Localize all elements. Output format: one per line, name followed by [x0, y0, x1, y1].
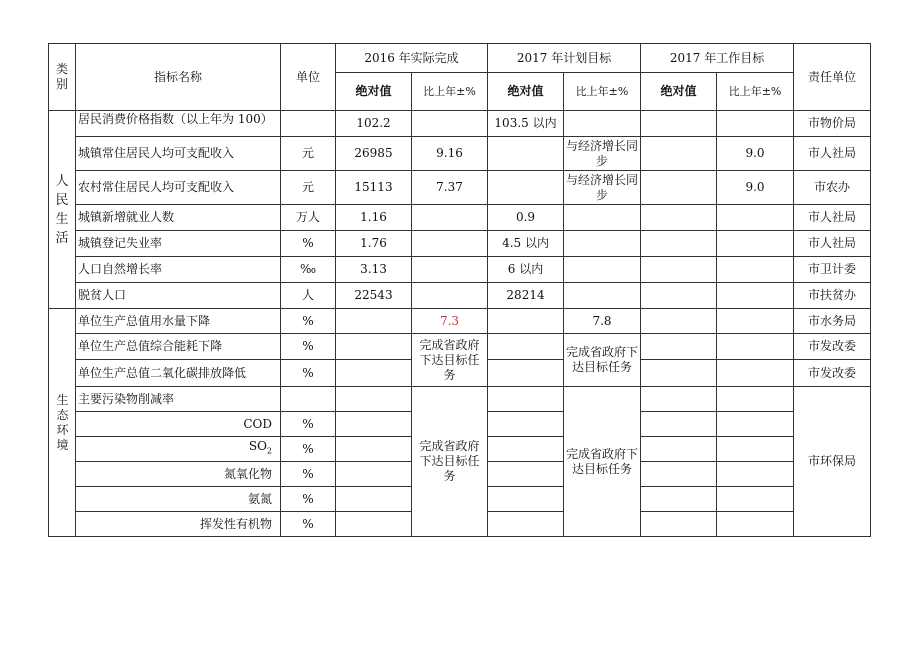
value-work: [641, 283, 717, 309]
indicator-name: 主要污染物削减率: [76, 387, 281, 412]
indicator-unit: ‰: [281, 257, 336, 283]
yoy-work: 9.0: [717, 137, 794, 171]
value-plan: 103.5 以内: [488, 111, 564, 137]
indicator-name: 单位生产总值二氧化碳排放降低: [76, 360, 281, 387]
value-plan: [488, 171, 564, 205]
indicator-unit: %: [281, 512, 336, 537]
indicator-unit: %: [281, 412, 336, 437]
indicator-unit: %: [281, 462, 336, 487]
yoy-plan: [564, 111, 641, 137]
header-2017-plan: 2017 年计划目标: [488, 44, 641, 73]
yoy-work: [717, 462, 794, 487]
yoy-plan: [564, 231, 641, 257]
header-absolute-plan: 绝对值: [488, 73, 564, 111]
header-absolute-work: 绝对值: [641, 73, 717, 111]
value-2016: [336, 437, 412, 462]
indicator-unit: %: [281, 487, 336, 512]
yoy-work: [717, 257, 794, 283]
yoy-work: [717, 487, 794, 512]
yoy-work: [717, 205, 794, 231]
yoy-work: [717, 334, 794, 360]
header-responsible: 责任单位: [794, 44, 871, 111]
pollutant-name: 氨氮: [76, 487, 281, 512]
yoy-work: [717, 309, 794, 334]
province-target-plan: 完成省政府下达目标任务: [564, 334, 641, 387]
header-2017-work: 2017 年工作目标: [641, 44, 794, 73]
yoy-plan: [564, 257, 641, 283]
value-2016: 26985: [336, 137, 412, 171]
value-plan: [488, 462, 564, 487]
header-indicator: 指标名称: [76, 44, 281, 111]
yoy-work: [717, 111, 794, 137]
value-plan: [488, 309, 564, 334]
indicator-unit: [281, 111, 336, 137]
pollutant-name: $SO_2$: [76, 437, 281, 462]
pollutant-responsible-unit: 市环保局: [794, 387, 871, 537]
indicator-unit: %: [281, 437, 336, 462]
value-2016: [336, 334, 412, 360]
header-category: 类别: [49, 44, 76, 111]
value-2016: [336, 512, 412, 537]
yoy-2016: [412, 111, 488, 137]
indicator-name: 单位生产总值用水量下降: [76, 309, 281, 334]
value-2016: [336, 360, 412, 387]
value-plan: 4.5 以内: [488, 231, 564, 257]
indicator-name: 城镇常住居民人均可支配收入: [76, 137, 281, 171]
header-yoy-plan: 比上年±%: [564, 73, 641, 111]
indicator-name: 城镇新增就业人数: [76, 205, 281, 231]
value-plan: 28214: [488, 283, 564, 309]
value-plan: [488, 487, 564, 512]
yoy-work: [717, 437, 794, 462]
value-2016: 15113: [336, 171, 412, 205]
yoy-work: 9.0: [717, 171, 794, 205]
value-work: [641, 205, 717, 231]
value-plan: [488, 334, 564, 360]
yoy-work: [717, 387, 794, 412]
responsible-unit: 市物价局: [794, 111, 871, 137]
value-2016: [336, 462, 412, 487]
value-plan: [488, 437, 564, 462]
value-work: [641, 512, 717, 537]
value-plan: [488, 512, 564, 537]
yoy-work: [717, 283, 794, 309]
value-work: [641, 387, 717, 412]
header-absolute-2016: 绝对值: [336, 73, 412, 111]
indicator-unit: %: [281, 309, 336, 334]
value-work: [641, 462, 717, 487]
header-yoy-2016: 比上年±%: [412, 73, 488, 111]
province-target-2016: 完成省政府下达目标任务: [412, 334, 488, 387]
value-work: [641, 334, 717, 360]
responsible-unit: 市发改委: [794, 360, 871, 387]
indicator-unit: %: [281, 334, 336, 360]
yoy-work: [717, 512, 794, 537]
value-work: [641, 137, 717, 171]
pollutant-target-2016: 完成省政府下达目标任务: [412, 387, 488, 537]
responsible-unit: 市发改委: [794, 334, 871, 360]
value-plan: [488, 137, 564, 171]
yoy-2016: 7.3: [412, 309, 488, 334]
value-plan: 6 以内: [488, 257, 564, 283]
value-plan: [488, 360, 564, 387]
yoy-2016: 7.37: [412, 171, 488, 205]
responsible-unit: 市人社局: [794, 231, 871, 257]
responsible-unit: 市扶贫办: [794, 283, 871, 309]
yoy-plan: 与经济增长同步: [564, 171, 641, 205]
yoy-plan: 与经济增长同步: [564, 137, 641, 171]
value-2016: 3.13: [336, 257, 412, 283]
yoy-plan: [564, 205, 641, 231]
value-plan: 0.9: [488, 205, 564, 231]
value-plan: [488, 387, 564, 412]
pollutant-name: COD: [76, 412, 281, 437]
value-work: [641, 360, 717, 387]
yoy-2016: [412, 257, 488, 283]
header-2016-actual: 2016 年实际完成: [336, 44, 488, 73]
value-2016: 22543: [336, 283, 412, 309]
group-livelihood: 人民生活: [49, 111, 76, 309]
pollutant-name: 氮氧化物: [76, 462, 281, 487]
pollutant-name: 挥发性有机物: [76, 512, 281, 537]
responsible-unit: 市水务局: [794, 309, 871, 334]
indicator-unit: 元: [281, 137, 336, 171]
value-work: [641, 487, 717, 512]
responsible-unit: 市人社局: [794, 205, 871, 231]
yoy-2016: [412, 205, 488, 231]
responsible-unit: 市卫计委: [794, 257, 871, 283]
value-work: [641, 412, 717, 437]
yoy-2016: [412, 231, 488, 257]
indicator-unit: [281, 387, 336, 412]
value-2016: [336, 412, 412, 437]
indicator-unit: 人: [281, 283, 336, 309]
value-2016: 102.2: [336, 111, 412, 137]
value-2016: 1.76: [336, 231, 412, 257]
indicator-table: [48, 43, 871, 537]
yoy-plan: [564, 283, 641, 309]
indicator-unit: %: [281, 231, 336, 257]
indicator-name: 城镇登记失业率: [76, 231, 281, 257]
yoy-work: [717, 231, 794, 257]
indicator-name: 人口自然增长率: [76, 257, 281, 283]
indicator-name: 脱贫人口: [76, 283, 281, 309]
value-plan: [488, 412, 564, 437]
indicator-name: 农村常住居民人均可支配收入: [76, 171, 281, 205]
pollutant-target-plan: 完成省政府下达目标任务: [564, 387, 641, 537]
value-2016: [336, 309, 412, 334]
responsible-unit: 市农办: [794, 171, 871, 205]
indicator-unit: 元: [281, 171, 336, 205]
value-work: [641, 171, 717, 205]
value-work: [641, 257, 717, 283]
indicator-unit: 万人: [281, 205, 336, 231]
header-yoy-work: 比上年±%: [717, 73, 794, 111]
value-work: [641, 437, 717, 462]
yoy-work: [717, 412, 794, 437]
value-2016: [336, 387, 412, 412]
header-unit: 单位: [281, 44, 336, 111]
indicator-name: 单位生产总值综合能耗下降: [76, 334, 281, 360]
indicator-unit: %: [281, 360, 336, 387]
yoy-2016: 9.16: [412, 137, 488, 171]
yoy-plan: 7.8: [564, 309, 641, 334]
value-2016: 1.16: [336, 205, 412, 231]
value-work: [641, 111, 717, 137]
value-work: [641, 309, 717, 334]
group-ecology: 生态环境: [49, 309, 76, 537]
yoy-work: [717, 360, 794, 387]
value-2016: [336, 487, 412, 512]
responsible-unit: 市人社局: [794, 137, 871, 171]
value-work: [641, 231, 717, 257]
yoy-2016: [412, 283, 488, 309]
indicator-name: 居民消费价格指数（以上年为 100）: [76, 111, 281, 137]
